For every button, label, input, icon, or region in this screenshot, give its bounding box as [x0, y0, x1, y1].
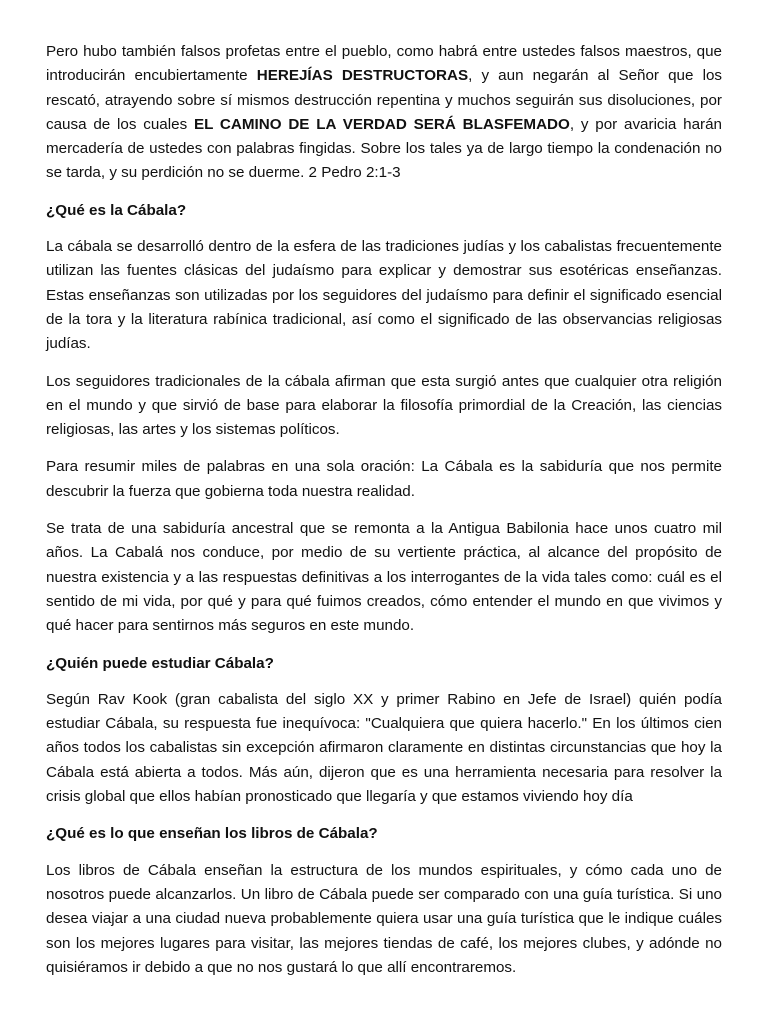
intro-paragraph	[46, 40, 722, 186]
intro-emphasis-2: EL CAMINO DE LA VERDAD SERÁ BLASFEMADO	[193, 115, 570, 133]
paragraph-cabala-origen: La cábala se desarrolló dentro de la esfera de las tradiciones judías y los cabalistas frecuentemente utilizan las fuentes clásicas del judaísmo para explicar y demostrar sus esotéricas enseñanzas. Estas enseñanzas son utilizadas por los seguidores del judaísmo para definir el significado esencial de la tora y la literatura rabínica tradicional, así como el significado de las observancias religiosas judías.	[46, 238, 722, 353]
section-heading-quien-puede: ¿Quién puede estudiar Cábala?	[46, 654, 274, 672]
paragraph-libros-guia: Los libros de Cábala enseñan la estructura de los mundos espirituales, y cómo cada uno de nosotros puede alcanzarlos. Un libro de Cábala puede ser comparado con una guía turística. Si uno desea viajar a una ciudad nueva probablemente quiera usar una guía turística que le indique cuáles son los mejores lugares para visitar, las mejores tiendas de café, los mejores clubes, y adónde no quisiéramos ir debido a que no nos gustará lo que allí encontraremos.	[46, 861, 722, 976]
paragraph-seguidores: Los seguidores tradicionales de la cábala afirman que esta surgió antes que cualquier otra religión en el mundo y que sirvió de base para elaborar la filosofía primordial de la Creación, las ciencias religiosas, las artes y los sistemas políticos.	[46, 372, 722, 439]
paragraph-resumen: Para resumir miles de palabras en una sola oración: La Cábala es la sabiduría que nos permite descubrir la fuerza que gobierna toda nuestra realidad.	[46, 458, 722, 500]
paragraph-rav-kook: Según Rav Kook (gran cabalista del siglo XX y primer Rabino en Jefe de Israel) quién podía estudiar Cábala, su respuesta fue inequívoca: "Cualquiera que quiera hacerlo." En los últimos cien años todos los cabalistas sin excepción afirmaron claramente en distintas circunstancias que hoy la Cábala está abierta a todos. Más aún, dijeron que es una herramienta necesaria para resolver la crisis global que ellos habían pronosticado que llegaría y que estamos viviendo hoy día	[46, 690, 722, 806]
section-heading-que-ensenan: ¿Qué es lo que enseñan los libros de Cábala?	[46, 825, 378, 843]
intro-emphasis-1: HEREJÍAS DESTRUCTORAS	[256, 67, 469, 85]
section-heading-que-es: ¿Qué es la Cábala?	[46, 201, 187, 219]
intro-text-3: , y por avaricia harán mercadería de ustedes con palabras fingidas. Sobre los tales ya de largo tiempo la condenación no se tarda, y su perdición no se duerme. 2 Pedro 2:1-3	[46, 115, 723, 182]
intro-text-1: Pero hubo también falsos profetas entre el pueblo, como habrá entre ustedes falsos maestros, que introducirán encubiertamente	[46, 43, 722, 85]
intro-text-2: , y aun negarán al Señor que los rescató, atrayendo sobre sí mismos destrucción repentina y muchos seguirán sus disoluciones, por causa de los cuales	[46, 67, 722, 133]
paragraph-sabiduria-ancestral: Se trata de una sabiduría ancestral que se remonta a la Antigua Babilonia hace unos cuatro mil años. La Cabalá nos conduce, por medio de su vertiente práctica, al alcance del propósito de nuestra existencia y a las respuestas definitivas a los interrogantes de la vida tales como: cuál es el sentido de mi vida, por qué y para qué fuimos creados, cómo entender el mundo en que vivimos y qué hacer para sentirnos más seguros en este mundo.	[46, 520, 722, 635]
